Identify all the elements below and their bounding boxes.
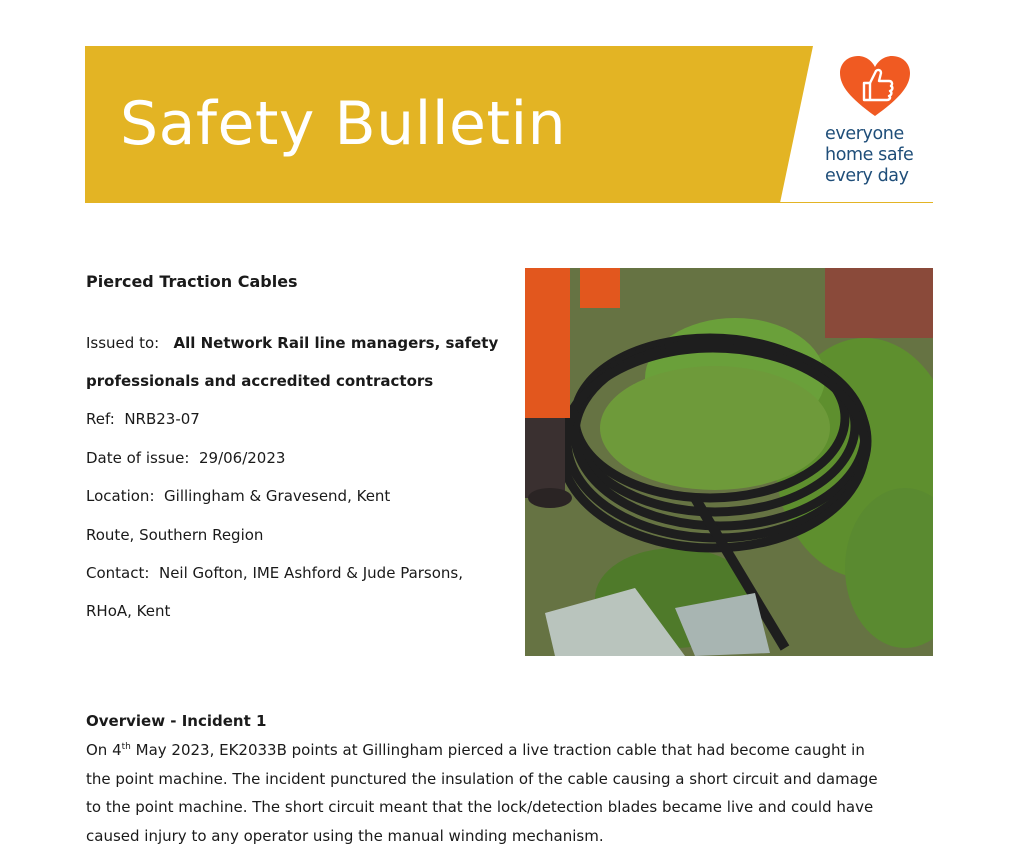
contact-row bbox=[86, 564, 463, 582]
overview-paragraph-line-4: caused injury to any operator using the manual winding mechanism. bbox=[86, 827, 604, 845]
location-label: Location: bbox=[86, 487, 155, 505]
ordinal-suffix: th bbox=[121, 742, 131, 752]
logo-line-1: everyone bbox=[825, 124, 904, 144]
issued-to-value-cont: professionals and accredited contractors bbox=[86, 372, 434, 390]
bulletin-heading: Pierced Traction Cables bbox=[86, 272, 298, 291]
issued-to-label: Issued to: bbox=[86, 334, 160, 352]
issued-to-value: All Network Rail line managers, safety bbox=[173, 334, 499, 352]
page-title: Safety Bulletin bbox=[120, 89, 567, 159]
contact-value: Neil Gofton, IME Ashford & Jude Parsons, bbox=[158, 564, 464, 582]
overview-paragraph-line-2: the point machine. The incident punctured the insulation of the cable causing a short circuit and damage bbox=[86, 770, 878, 788]
date-value: 29/06/2023 bbox=[198, 449, 286, 467]
ref-label: Ref: bbox=[86, 410, 115, 428]
logo-tagline bbox=[825, 124, 935, 187]
coiled-cable-photo bbox=[525, 268, 933, 656]
header-banner bbox=[85, 46, 933, 203]
logo-line-3: every day bbox=[825, 166, 909, 186]
date-label: Date of issue: bbox=[86, 449, 190, 467]
overview-paragraph-line-3: to the point machine. The short circuit meant that the lock/detection blades became live and could have bbox=[86, 798, 874, 816]
ref-value: NRB23-07 bbox=[124, 410, 200, 428]
overview-line-1-rest: May 2023, EK2033B points at Gillingham pierced a live traction cable that had become caught in bbox=[130, 741, 865, 759]
ref-row bbox=[86, 410, 200, 428]
contact-label: Contact: bbox=[86, 564, 150, 582]
location-row bbox=[86, 487, 390, 505]
date-row bbox=[86, 449, 285, 467]
cable-photo-illustration bbox=[525, 268, 933, 656]
overview-line-1-start: On 4 bbox=[86, 741, 122, 759]
overview-heading: Overview - Incident 1 bbox=[86, 712, 267, 730]
contact-value-cont: RHoA, Kent bbox=[86, 602, 171, 620]
everyone-home-safe-logo bbox=[820, 46, 933, 203]
issued-to-row bbox=[86, 334, 498, 352]
logo-line-2: home safe bbox=[825, 145, 914, 165]
location-value-cont: Route, Southern Region bbox=[86, 526, 264, 544]
heart-thumbs-up-icon bbox=[840, 56, 910, 118]
location-value: Gillingham & Gravesend, Kent bbox=[164, 487, 391, 505]
overview-paragraph-line-1 bbox=[86, 741, 865, 759]
